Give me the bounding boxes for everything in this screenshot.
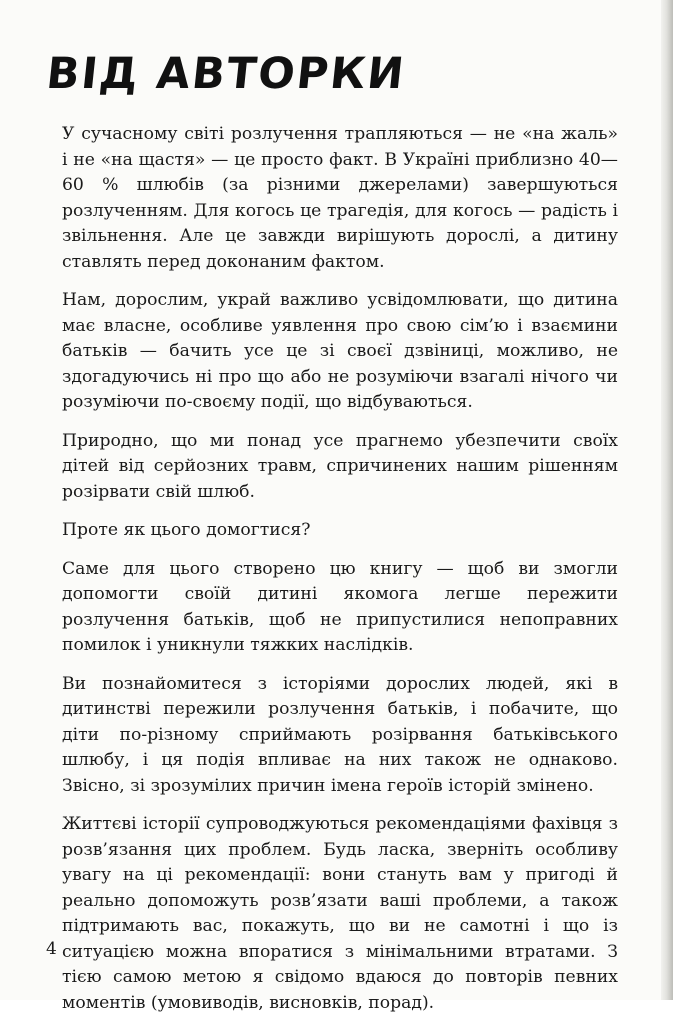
paragraph: Проте як цього домогтися? xyxy=(62,520,311,540)
body-text xyxy=(62,122,618,1029)
paragraph: Природно, що ми понад усе прагнемо убезпечити своїх дітей від серйозних травм, спричинених нашим рішенням розірвати свій шлюб. xyxy=(62,430,618,502)
chapter-heading: ВІД АВТОРКИ xyxy=(44,49,409,99)
paragraph: Ви познайомитеся з історіями дорослих людей, які в дитинстві пережили розлучення батьків, і побачите, що діти по-різному сприймають розірвання батьківського шлюбу, і ця подія впливає на них також не однаково. Звісно, зі зрозумілих причин імена героїв історій змінено. xyxy=(62,673,618,796)
paragraph: У сучасному світі розлучення трапляються — не «на жаль» і не «на щастя» — це просто факт. В Україні приблизно 40—60 % шлюбів (за різними джерелами) завершуються розлученням. Для когось це трагедія, для когось — радість і звільнення. Але це завжди вирішують дорослі, а дитину ставлять перед доконаним фактом. xyxy=(62,124,618,272)
paragraph: Нам, дорослим, украй важливо усвідомлювати, що дитина має власне, особливе уявлення про свою сім’ю і взаємини батьків — бачить усе це зі своєї дзвіниці, можливо, не здогадуючись ні про що або не розуміючи взагалі нічого чи розуміючи по-своєму події, що відбуваються. xyxy=(62,290,618,412)
paragraph: Життєві історії супроводжуються рекомендаціями фахівця з розв’язання цих проблем. Будь ласка, зверніть особливу увагу на ці рекомендації: вони стануть вам у пригоді й реально допоможуть розв’язати ваші проблеми, а також підтримають вас, покажуть, що ви не самотні і що із ситуацією можна впоратися з мінімальними втратами. З тією самою метою я свідомо вдаюся до повторів певних моментів (умовиводів, висновків, порад). xyxy=(62,814,618,1013)
page-edge xyxy=(661,0,673,1000)
page-number: 4 xyxy=(46,939,57,959)
paragraph: Саме для цього створено цю книгу — щоб ви змогли допомогти своїй дитині якомога легше пережити розлучення батьків, щоб не припустилися непоправних помилок і уникнули тяжких наслідків. xyxy=(62,558,618,655)
